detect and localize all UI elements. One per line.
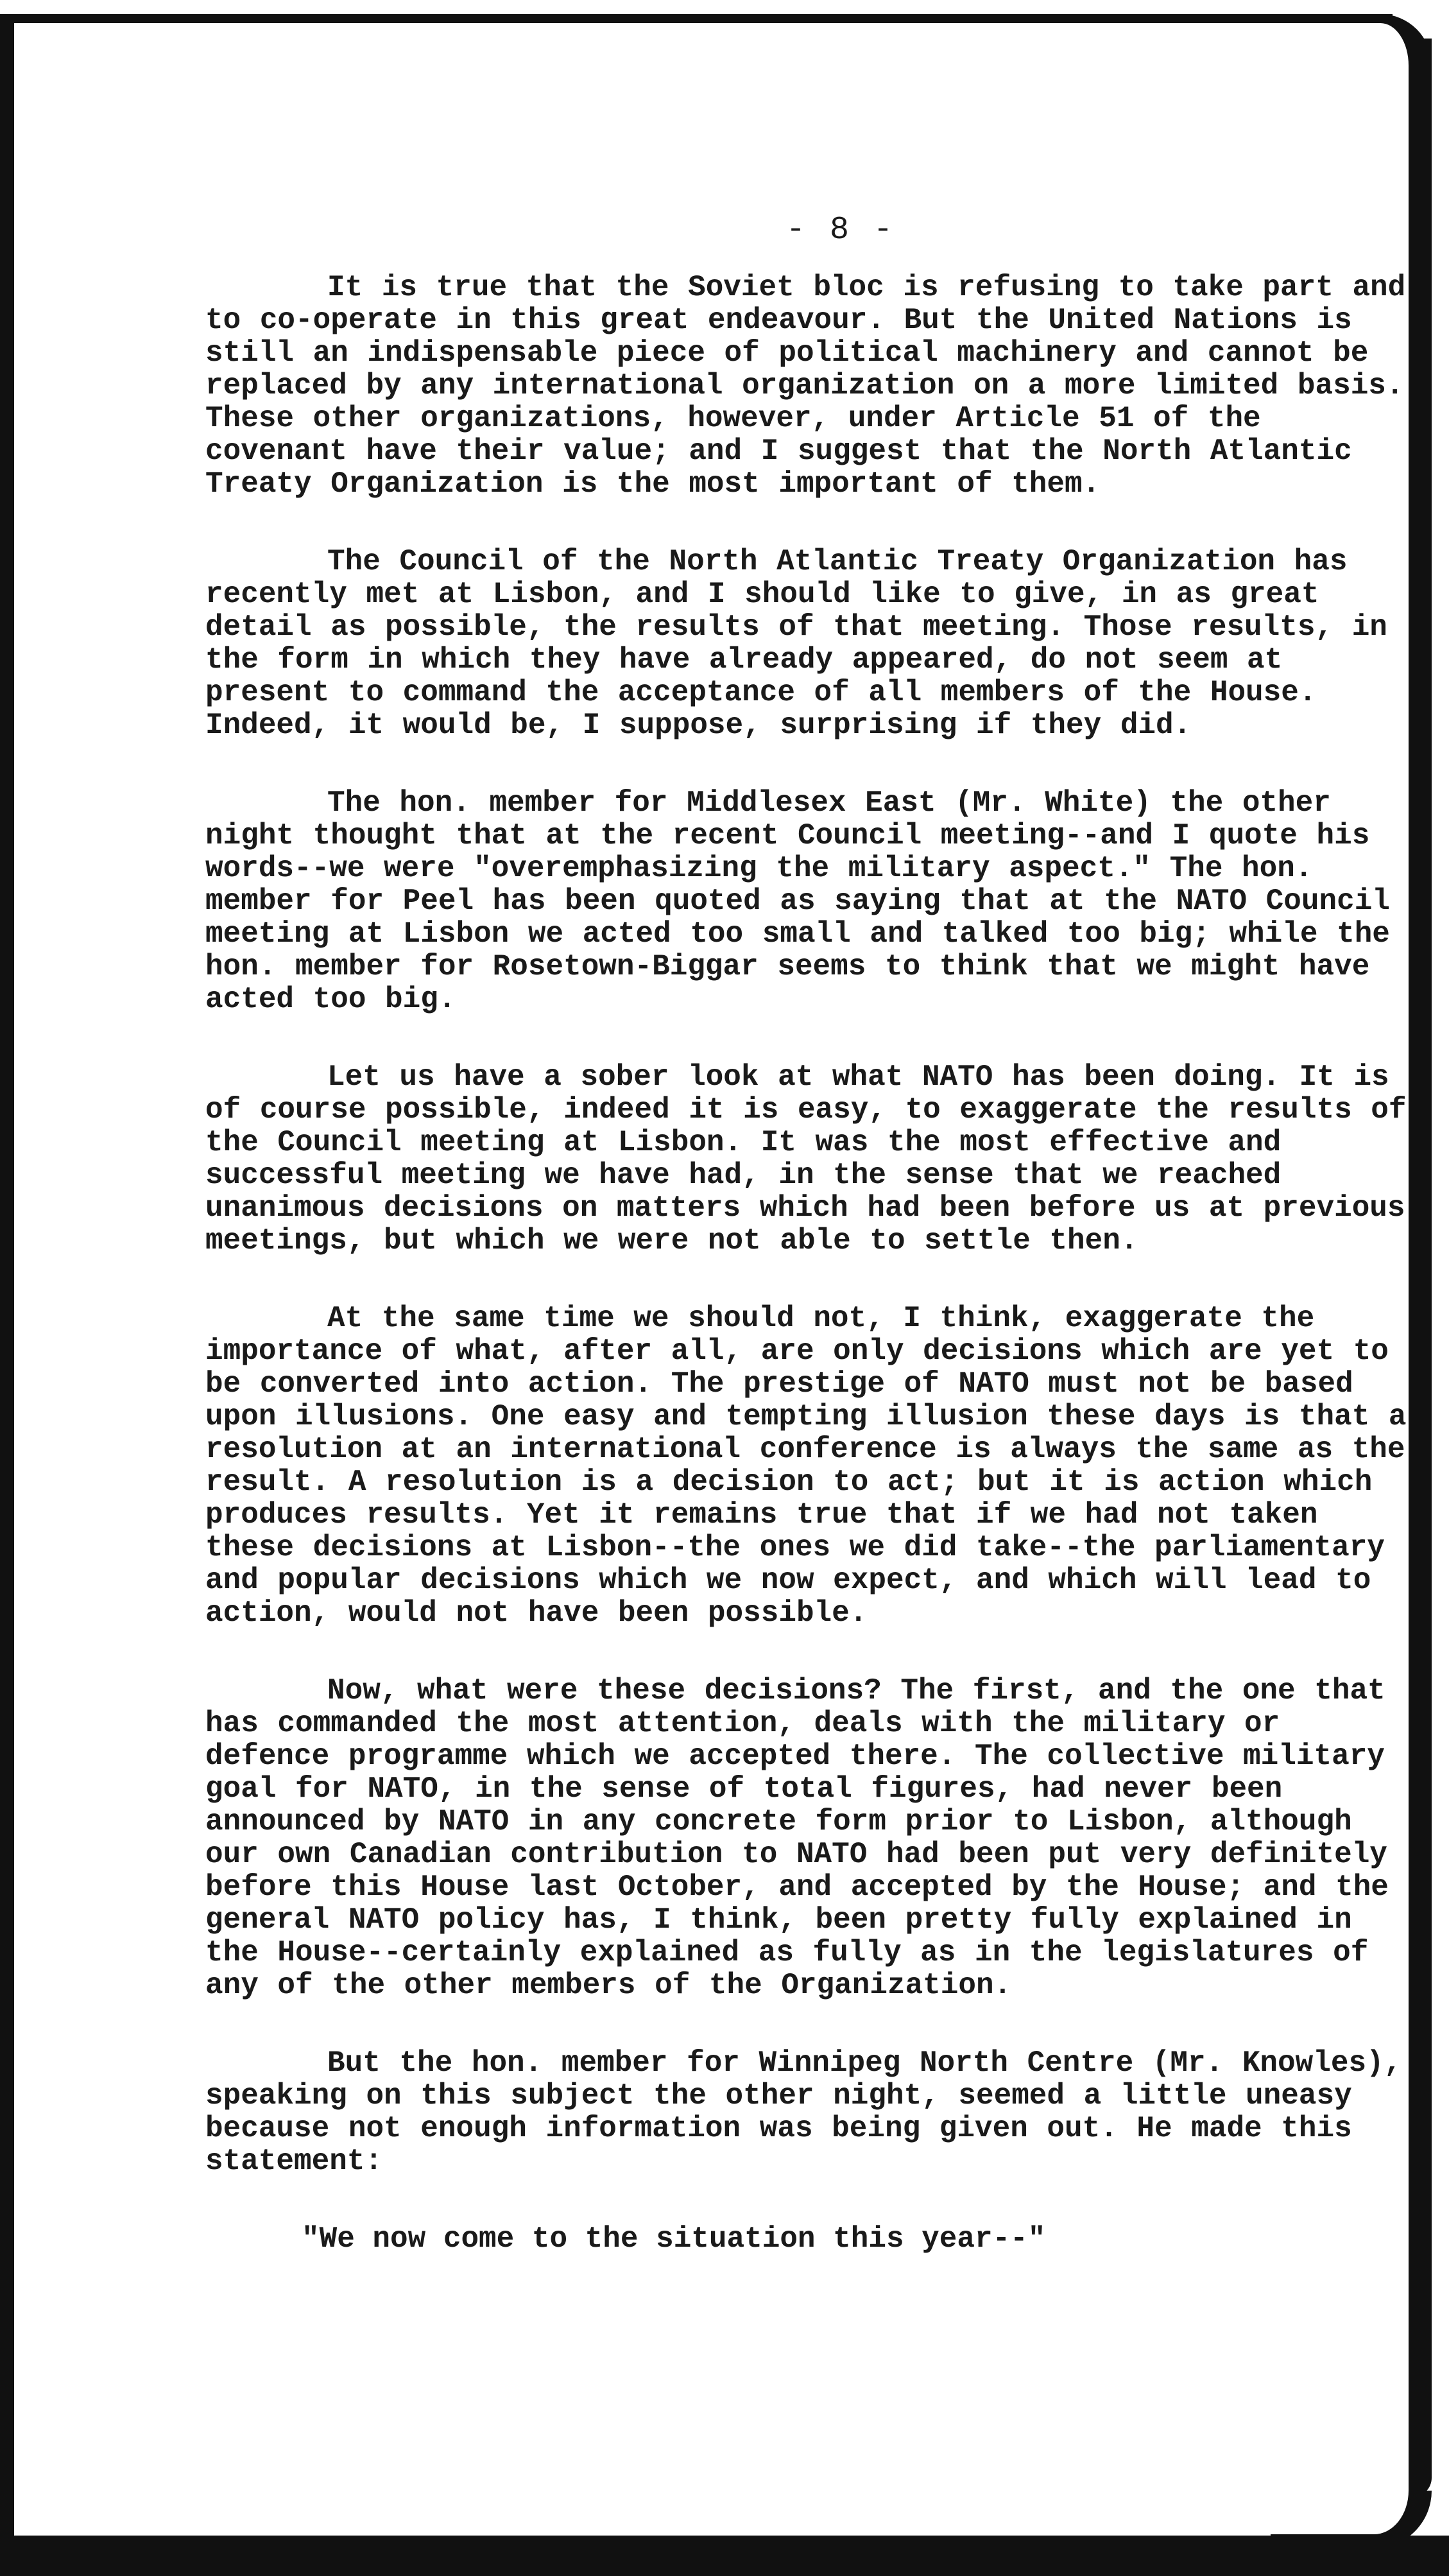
paragraph: At the same time we should not, I think, exaggerate the importance of what, after all, are only decisions which are yet to be converted into action. The prestige of NATO must not be based upon illusions. One easy and tempting illusion these days is that a resolution at an international conference is always the same as the result. A resolution is a decision to act; but it is action which produces results. Yet it remains true that if we had not taken these decisions at Lisbon--the ones we did take--the parliamentary and popular decisions which we now expect, and which will lead to action, would not have been possible.	[205, 1302, 1407, 1630]
page-border-top	[0, 14, 1393, 23]
paragraph: The hon. member for Middlesex East (Mr. White) the other night thought that at the recent Council meeting--and I quote his words--we were "overemphasizing the military aspect." The hon. member for Peel has been quoted as saying that at the NATO Council meeting at Lisbon we acted too small and talked too big; while the hon. member for Rosetown-Biggar seems to think that we might have acted too big.	[205, 786, 1390, 1016]
quotation: "We now come to the situation this year--"	[302, 2222, 1046, 2256]
page-border-right	[1409, 39, 1432, 2497]
page-border-left	[0, 14, 14, 2543]
paragraph: It is true that the Soviet bloc is refusing to take part and to co-operate in this great endeavour. But the United Nations is still an indispensable piece of political machinery and cannot be replaced by any international organization on a more limited basis. These other organizations, however, under Article 51 of the covenant have their value; and I suggest that the North Atlantic Treaty Organization is the most important of them.	[205, 271, 1406, 501]
paragraph: Now, what were these decisions? The first, and the one that has commanded the most attention, deals with the military or defence programme which we accepted there. The collective military goal for NATO, in the sense of total figures, had never been announced by NATO in any concrete form prior to Lisbon, although our own Canadian contribution to NATO had been put very definitely before this House last October, and accepted by the House; and the general NATO policy has, I think, been pretty fully explained in the House--certainly explained as fully as in the legislatures of any of the other members of the Organization.	[205, 1674, 1389, 2002]
paragraph: Let us have a sober look at what NATO has been doing. It is of course possible, indeed it is easy, to exaggerate the results of the Council meeting at Lisbon. It was the most effective and successful meeting we have had, in the sense that we reached unanimous decisions on matters which had been before us at previous meetings, but which we were not able to settle then.	[205, 1060, 1407, 1258]
paragraph: The Council of the North Atlantic Treaty Organization has recently met at Lisbon, and I should like to give, in as great detail as possible, the results of that meeting. Those results, in the form in which they have already appeared, do not seem at present to command the acceptance of all members of the House. Indeed, it would be, I suppose, surprising if they did.	[205, 545, 1387, 742]
document-page	[205, 212, 1412, 2256]
paragraph: But the hon. member for Winnipeg North Centre (Mr. Knowles), speaking on this subject the other night, seemed a little uneasy because not enough information was being given out. He made this statement:	[205, 2046, 1402, 2178]
page-border-bottom	[0, 2536, 1449, 2576]
page-number: - 8 -	[785, 212, 896, 248]
